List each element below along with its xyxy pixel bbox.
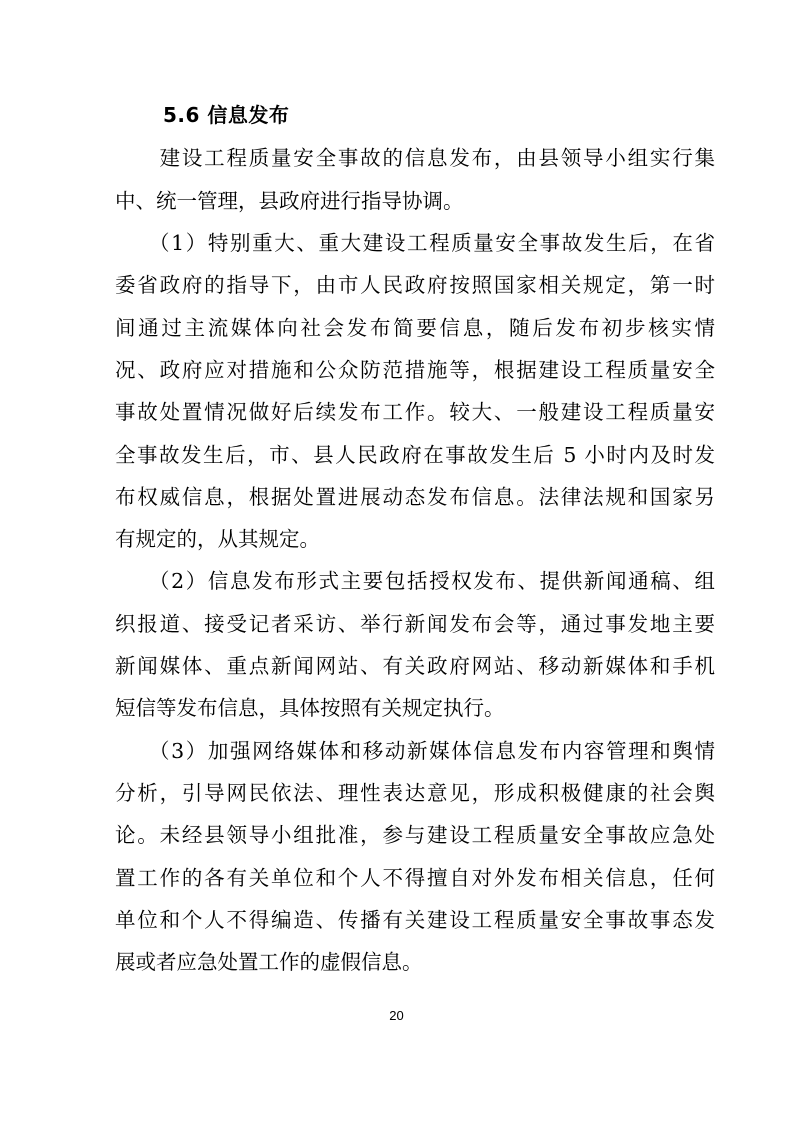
paragraph-3-line-3: 新闻媒体、重点新闻网站、有关政府网站、移动新媒体和手机 [115,654,715,678]
paragraph-2-line-6: 全事故发生后，市、县人民政府在事故发生后 5 小时内及时发 [115,443,715,467]
paragraph-2-line-4: 况、政府应对措施和公众防范措施等，根据建设工程质量安全 [115,358,715,382]
paragraph-4-line-3: 论。未经县领导小组批准，参与建设工程质量安全事故应急处 [115,823,715,847]
paragraph-1-line-1: 建设工程质量安全事故的信息发布，由县领导小组实行集 [115,146,715,170]
paragraph-4-line-1: （3）加强网络媒体和移动新媒体信息发布内容管理和舆情 [115,739,715,763]
section-heading: 5.6 信息发布 [163,103,290,127]
paragraph-2-line-5: 事故处置情况做好后续发布工作。较大、一般建设工程质量安 [115,400,715,424]
paragraph-1-line-2: 中、统一管理，县政府进行指导协调。 [115,189,464,213]
page-number: 20 [389,1008,404,1023]
paragraph-4-line-2: 分析，引导网民依法、理性表达意见，形成积极健康的社会舆 [115,781,715,805]
paragraph-4-line-4: 置工作的各有关单位和个人不得擅自对外发布相关信息，任何 [115,866,715,890]
paragraph-3-line-2: 织报道、接受记者采访、举行新闻发布会等，通过事发地主要 [115,612,715,636]
paragraph-2-line-7: 布权威信息，根据处置进展动态发布信息。法律法规和国家另 [115,485,715,509]
paragraph-2-line-3: 间通过主流媒体向社会发布简要信息，随后发布初步核实情 [115,316,715,340]
paragraph-2-line-1: （1）特别重大、重大建设工程质量安全事故发生后，在省 [115,231,715,255]
paragraph-2-line-2: 委省政府的指导下，由市人民政府按照国家相关规定，第一时 [115,273,715,297]
paragraph-4-line-6: 展或者应急处置工作的虚假信息。 [115,950,423,974]
paragraph-3-line-1: （2）信息发布形式主要包括授权发布、提供新闻通稿、组 [115,569,715,593]
paragraph-3-line-4: 短信等发布信息，具体按照有关规定执行。 [115,696,505,720]
paragraph-4-line-5: 单位和个人不得编造、传播有关建设工程质量安全事故事态发 [115,908,715,932]
paragraph-2-line-8: 有规定的，从其规定。 [115,527,320,551]
